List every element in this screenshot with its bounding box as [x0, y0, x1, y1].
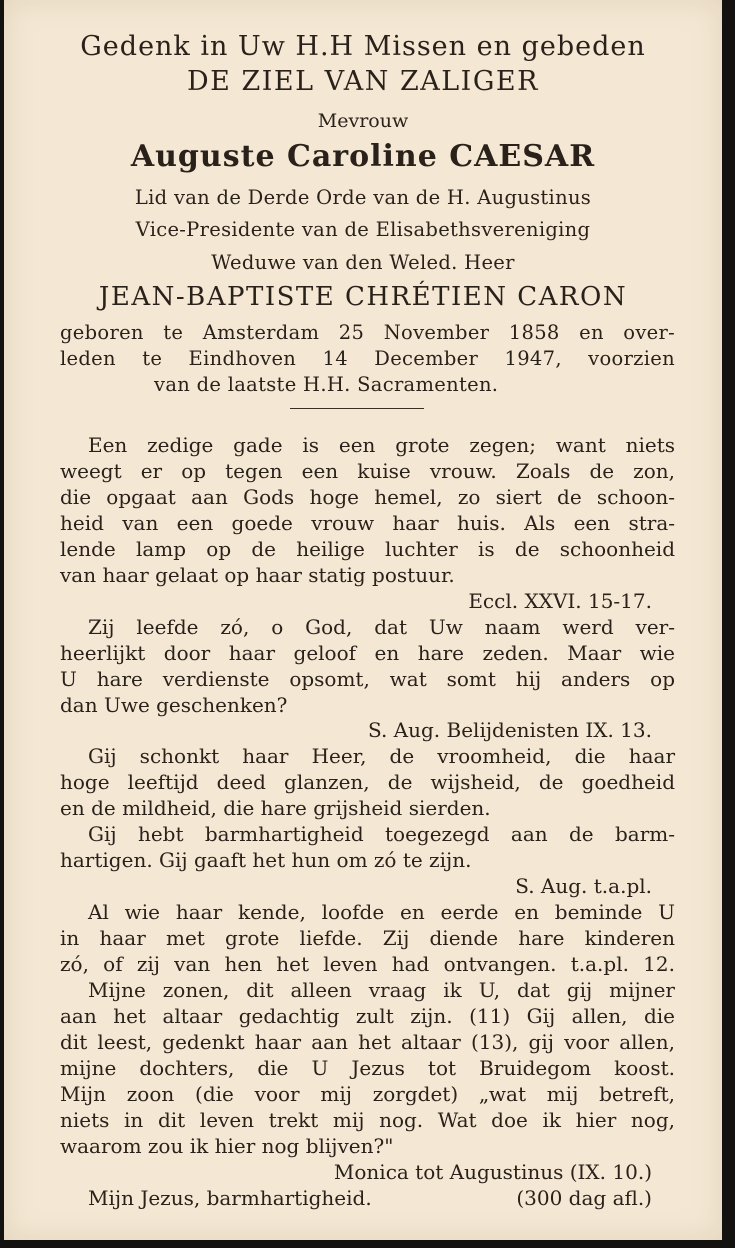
- citation: S. Aug. Belijdenisten IX. 13.: [367, 718, 652, 742]
- text-line: hoge leeftijd deed glanzen, de wijsheid, de goedheid: [60, 770, 675, 794]
- birth-line-3: van de laatste H.H. Sacramenten.: [154, 373, 499, 396]
- header-line-2: DE ZIEL VAN ZALIGER: [187, 66, 539, 97]
- role-line-1: Lid van de Derde Orde van de H. Augustinus: [134, 186, 592, 209]
- text-line: mijne dochters, die U Jezus tot Bruidegom koost.: [60, 1056, 675, 1080]
- text-line: U hare verdienste opsomt, wat somt hij anders op: [60, 667, 675, 691]
- divider: [290, 408, 424, 409]
- birth-line-2: leden te Eindhoven 14 December 1947, voorzien: [60, 347, 675, 370]
- text-line: niets in dit leven trekt mij nog. Wat doe ik hier nog,: [60, 1108, 675, 1132]
- text-line: weegt er op tegen een kuise vrouw. Zoals de zon,: [60, 459, 675, 483]
- text-line: Gij schonkt haar Heer, de vroomheid, die haar: [88, 744, 675, 768]
- text-line: hartigen. Gij gaaft het hun om zó te zijn.: [60, 848, 472, 872]
- text-line: heerlijkt door haar geloof en hare zeden. Maar wie: [60, 641, 675, 665]
- text-line: Zij leefde zó, o God, dat Uw naam werd ver-: [88, 615, 675, 639]
- text-line: lende lamp op de heilige luchter is de schoonheid: [60, 537, 675, 561]
- text-line: heid van een goede vrouw haar huis. Als een stra-: [60, 511, 675, 535]
- text-line: en de mildheid, die hare grijsheid sierden.: [60, 796, 491, 820]
- text-line: aan het altaar gedachtig zult zijn. (11) Gij allen, die: [60, 1004, 675, 1028]
- text-line: dan Uwe geschenken?: [60, 693, 288, 717]
- citation: Monica tot Augustinus (IX. 10.): [333, 1160, 652, 1184]
- text-line: Gij hebt barmhartigheid toegezegd aan de barm-: [88, 822, 675, 846]
- header-title: Mevrouw: [317, 110, 409, 132]
- text-line: in haar met grote liefde. Zij diende hare kinderen: [60, 926, 675, 950]
- deceased-name: Auguste Caroline CAESAR: [130, 139, 596, 174]
- text-line: dit leest, gedenkt haar aan het altaar (13), gij voor allen,: [60, 1030, 675, 1054]
- widow-line: Weduwe van den Weled. Heer: [211, 251, 515, 274]
- text-line: van haar gelaat op haar statig postuur.: [60, 563, 455, 587]
- text-line: zó, of zij van hen het leven had ontvangen. t.a.pl. 12.: [60, 952, 675, 976]
- birth-line-1: geboren te Amsterdam 25 November 1858 en over-: [60, 321, 675, 344]
- indulgence-note: (300 dag afl.): [516, 1186, 652, 1210]
- text-line: Al wie haar kende, loofde en eerde en beminde U: [88, 900, 675, 924]
- citation: S. Aug. t.a.pl.: [515, 874, 652, 898]
- husband-name: JEAN-BAPTISTE CHRÉTIEN CARON: [98, 282, 628, 312]
- text-line: die opgaat aan Gods hoge hemel, zo siert de schoon-: [60, 485, 675, 509]
- closing-prayer: Mijn Jezus, barmhartigheid.: [88, 1186, 372, 1210]
- memorial-card: [4, 0, 722, 1240]
- text-line: Een zedige gade is een grote zegen; want niets: [88, 433, 675, 457]
- text-line: waarom zou ik hier nog blijven?": [60, 1134, 394, 1158]
- text-line: Mijn zoon (die voor mij zorgdet) „wat mij betreft,: [60, 1082, 675, 1106]
- text-line: Mijne zonen, dit alleen vraag ik U, dat gij mijner: [88, 978, 675, 1002]
- header-line-1: Gedenk in Uw H.H Missen en gebeden: [80, 31, 646, 62]
- role-line-2: Vice-Presidente van de Elisabethsvereniging: [135, 218, 591, 241]
- citation: Eccl. XXVI. 15-17.: [468, 589, 652, 613]
